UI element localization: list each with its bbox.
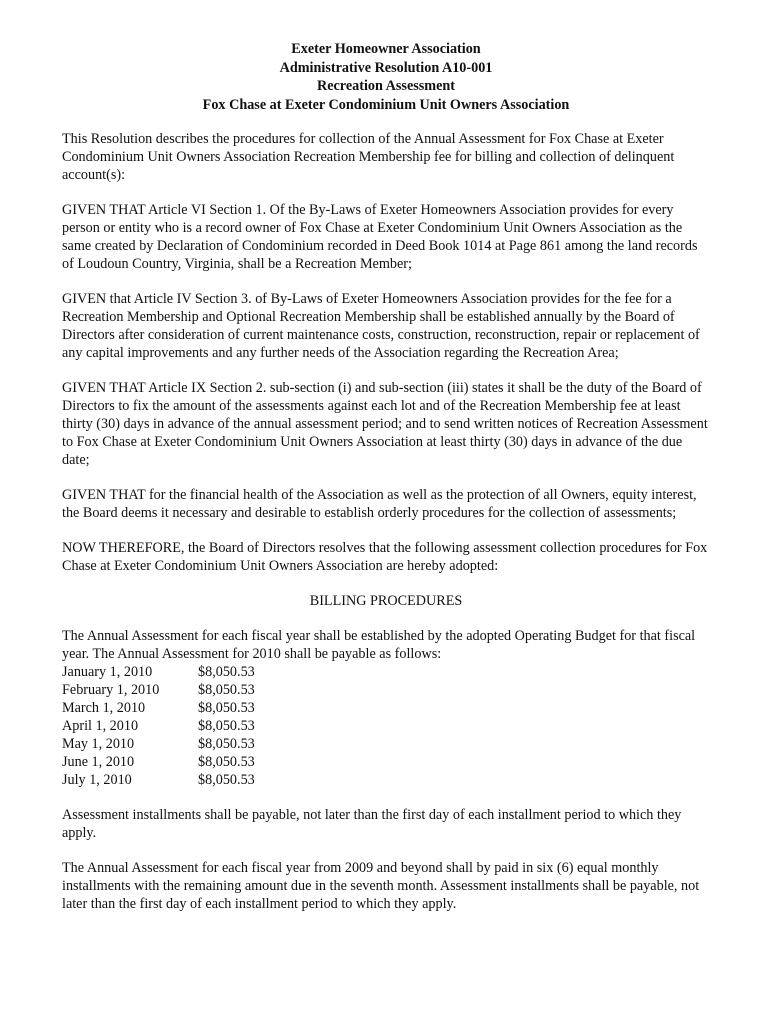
future-installments-paragraph: The Annual Assessment for each fiscal year from 2009 and beyond shall by paid in six (6) equal monthly installments with the remaining amount due in the seventh month. Assessment installments shall be payable, not later than the first day of each installment period to which they apply. bbox=[62, 860, 700, 912]
schedule-row bbox=[62, 753, 710, 771]
payable-note-paragraph: Assessment installments shall be payable, not later than the first day of each installment period to which they apply. bbox=[62, 807, 682, 841]
schedule-date: May 1, 2010 bbox=[62, 736, 135, 752]
payment-schedule bbox=[62, 627, 710, 789]
billing-procedures-heading: BILLING PROCEDURES bbox=[309, 593, 463, 609]
given-article-vi-paragraph: GIVEN THAT Article VI Section 1. Of the By-Laws of Exeter Homeowners Association provides for every person or entity who is a record owner of Fox Chase at Exeter Condominium Unit Owners Association as the same created by Declaration of Condominium recorded in Deed Book 1014 at Page 861 among the land records of Loudoun Country, Virginia, shall be a Recreation Member; bbox=[62, 202, 698, 272]
resolution-subject: Recreation Assessment bbox=[316, 78, 456, 94]
schedule-row bbox=[62, 771, 710, 789]
given-article-iv-paragraph: GIVEN that Article IV Section 3. of By-Laws of Exeter Homeowners Association provides for the fee for a Recreation Membership and Optional Recreation Membership shall be established annually by the Board of Directors after consideration of current maintenance costs, construction, reconstruction, repair or replacement of any capital improvements and any further needs of the Association regarding the Recreation Area; bbox=[62, 291, 700, 361]
schedule-row bbox=[62, 717, 710, 735]
schedule-date: July 1, 2010 bbox=[62, 772, 132, 788]
schedule-date: January 1, 2010 bbox=[62, 664, 153, 680]
schedule-row bbox=[62, 663, 710, 681]
billing-intro-paragraph: The Annual Assessment for each fiscal year shall be established by the adopted Operating Budget for that fiscal year. The Annual Assessment for 2010 shall be payable as follows: bbox=[62, 628, 696, 662]
schedule-amount: $8,050.53 bbox=[198, 664, 255, 680]
given-financial-health-paragraph: GIVEN THAT for the financial health of the Association as well as the protection of all Owners, equity interest, the Board deems it necessary and desirable to establish orderly procedures for the collection of assessments; bbox=[62, 487, 697, 521]
schedule-row bbox=[62, 699, 710, 717]
schedule-amount: $8,050.53 bbox=[198, 682, 255, 698]
unit-owners-association: Fox Chase at Exeter Condominium Unit Owners Association bbox=[202, 96, 570, 113]
schedule-date: March 1, 2010 bbox=[62, 700, 146, 716]
schedule-amount: $8,050.53 bbox=[198, 772, 255, 788]
given-article-ix-paragraph: GIVEN THAT Article IX Section 2. sub-section (i) and sub-section (iii) states it shall be the duty of the Board of Directors to fix the amount of the assessments against each lot and of the Recreation Membership fee at least thirty (30) days in advance of the annual assessment period; and to send written notices of Recreation Assessment to Fox Chase at Exeter Condominium Unit Owners Association at least thirty (30) days in advance of the due date; bbox=[62, 380, 708, 468]
schedule-amount: $8,050.53 bbox=[198, 736, 255, 752]
association-name: Exeter Homeowner Association bbox=[291, 41, 481, 57]
document-title-block bbox=[62, 40, 710, 114]
schedule-date: April 1, 2010 bbox=[62, 718, 139, 734]
now-therefore-paragraph: NOW THEREFORE, the Board of Directors resolves that the following assessment collection procedures for Fox Chase at Exeter Condominium Unit Owners Association are hereby adopted: bbox=[62, 540, 708, 574]
schedule-date: June 1, 2010 bbox=[62, 754, 135, 770]
schedule-amount: $8,050.53 bbox=[198, 718, 255, 734]
schedule-row bbox=[62, 681, 710, 699]
resolution-number: Administrative Resolution A10-001 bbox=[279, 59, 493, 76]
schedule-amount: $8,050.53 bbox=[198, 700, 255, 716]
schedule-date: February 1, 2010 bbox=[62, 682, 160, 698]
document-page bbox=[62, 40, 710, 930]
schedule-row bbox=[62, 735, 710, 753]
intro-paragraph: This Resolution describes the procedures for collection of the Annual Assessment for Fox Chase at Exeter Condominium Unit Owners Association Recreation Membership fee for billing and collection of delinquent account(s): bbox=[62, 131, 675, 183]
schedule-amount: $8,050.53 bbox=[198, 754, 255, 770]
